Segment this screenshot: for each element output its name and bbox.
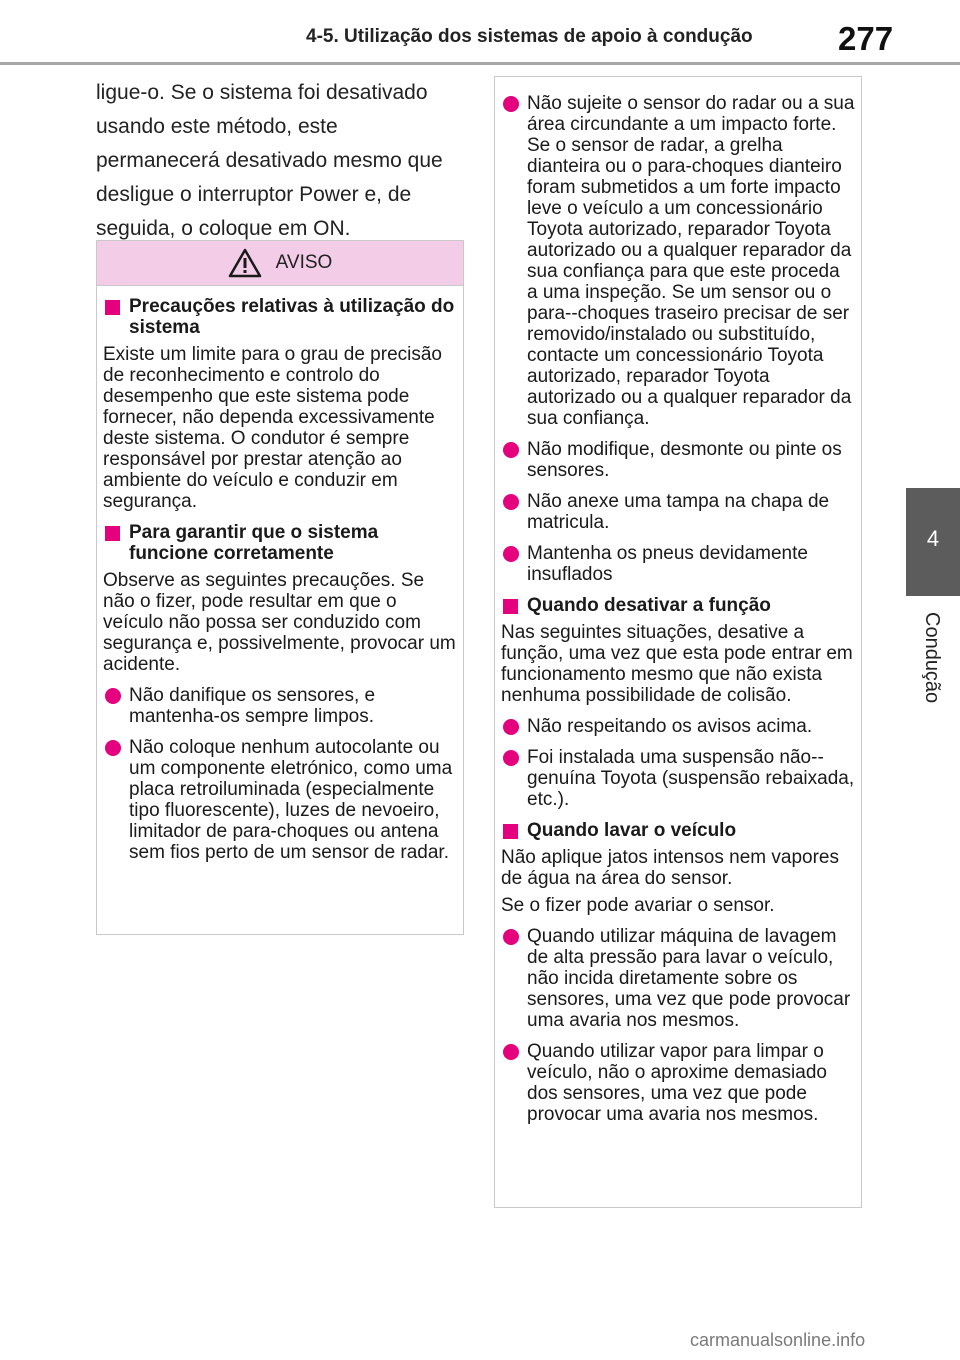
section-heading: Quando lavar o veículo <box>501 820 855 841</box>
bullet-item: Não danifique os sensores, e mantenha-os sempre limpos. <box>103 685 457 727</box>
bullet-item: Não anexe uma tampa na chapa de matricula. <box>501 491 855 533</box>
round-bullet-icon <box>503 96 519 112</box>
header-divider <box>0 62 960 65</box>
bullet-item: Não coloque nenhum autocolante ou um componente eletrónico, como uma placa retroiluminada (especialmente tipo fluorescente), luzes de nevoeiro, limitador de para-choques ou antena sem fios perto de um sensor de radar. <box>103 737 457 863</box>
section-heading: Para garantir que o sistema funcione corretamente <box>103 522 457 564</box>
intro-paragraph: ligue-o. Se o sistema foi desativado usando este método, este permanecerá desativado mesmo que desligue o interruptor Power e, de seguida, o coloque em ON. <box>96 81 443 240</box>
caution-continued-body <box>495 77 861 1125</box>
warning-triangle-icon <box>228 248 262 278</box>
section-paragraph: Se o fizer pode avariar o sensor. <box>501 895 775 916</box>
chapter-label: Condução <box>921 612 943 704</box>
bullet-item: Não modifique, desmonte ou pinte os sensores. <box>501 439 855 481</box>
warning-box <box>96 240 464 935</box>
warning-title: AVISO <box>275 252 333 273</box>
square-bullet-icon <box>105 526 120 541</box>
round-bullet-icon <box>503 929 519 945</box>
round-bullet-icon <box>503 719 519 735</box>
chapter-number: 4 <box>926 526 940 551</box>
round-bullet-icon <box>503 1044 519 1060</box>
section-title: 4-5. Utilização dos sistemas de apoio à condução <box>306 26 753 47</box>
section-paragraph: Existe um limite para o grau de precisão de reconhecimento e controlo do desempenho que este sistema pode fornecer, não dependa excessivamente deste sistema. O condutor é sempre responsável por prestar atenção ao ambiente do veículo e conduzir em segurança. <box>103 344 442 512</box>
bullet-item: Não sujeite o sensor do radar ou a sua área circundante a um impacto forte. Se o sensor de radar, a grelha dianteira ou o para-choques dianteiro foram submetidos a um forte impacto leve o veículo a um concessionário Toyota autorizado, reparador Toyota autorizado ou a qualquer reparador da sua confiança para que este proceda a uma inspeção. Se um sensor ou o para--choques traseiro precisar de ser removido/instalado ou substituído, contacte um concessionário Toyota autorizado, reparador Toyota autorizado ou a qualquer reparador da sua confiança. <box>501 93 855 429</box>
bullet-item: Não respeitando os avisos acima. <box>501 716 855 737</box>
page-header <box>0 0 960 57</box>
round-bullet-icon <box>503 750 519 766</box>
warning-body <box>97 296 463 863</box>
section-paragraph: Não aplique jatos intensos nem vapores de água na área do sensor. <box>501 847 839 889</box>
round-bullet-icon <box>503 494 519 510</box>
bullet-item: Foi instalada uma suspensão não--genuína Toyota (suspensão rebaixada, etc.). <box>501 747 855 810</box>
chapter-tab <box>906 488 960 596</box>
round-bullet-icon <box>105 740 121 756</box>
caution-continued-box <box>494 76 862 1208</box>
watermark: carmanualsonline.info <box>690 1330 866 1350</box>
section-paragraph: Nas seguintes situações, desative a função, uma vez que esta pode entrar em funcionamento mesmo que não exista nenhuma possibilidade de colisão. <box>501 622 853 706</box>
square-bullet-icon <box>503 599 518 614</box>
square-bullet-icon <box>105 300 120 315</box>
round-bullet-icon <box>105 688 121 704</box>
bullet-item: Quando utilizar máquina de lavagem de alta pressão para lavar o veículo, não incida diretamente sobre os sensores, uma vez que pode provocar uma avaria nos mesmos. <box>501 926 855 1031</box>
page-number: 277 <box>838 20 894 57</box>
round-bullet-icon <box>503 442 519 458</box>
section-heading: Precauções relativas à utilização do sistema <box>103 296 457 338</box>
square-bullet-icon <box>503 824 518 839</box>
bullet-item: Mantenha os pneus devidamente insuflados <box>501 543 855 585</box>
bullet-item: Quando utilizar vapor para limpar o veículo, não o aproxime demasiado dos sensores, uma vez que pode provocar uma avaria nos mesmos. <box>501 1041 855 1125</box>
section-heading: Quando desativar a função <box>501 595 855 616</box>
warning-header <box>97 241 463 286</box>
round-bullet-icon <box>503 546 519 562</box>
section-paragraph: Observe as seguintes precauções. Se não o fizer, pode resultar em que o veículo não possa ser conduzido com segurança e, possivelmente, provocar um acidente. <box>103 570 456 675</box>
